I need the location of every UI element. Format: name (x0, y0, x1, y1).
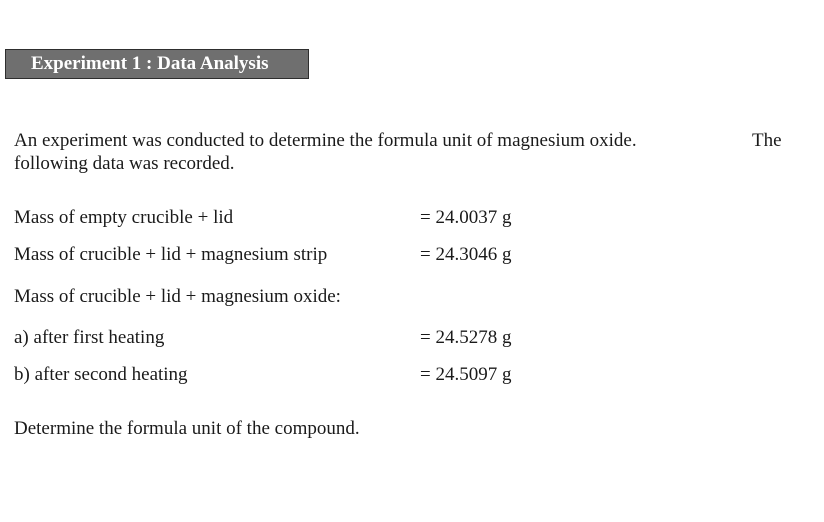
data-row-label: Mass of crucible + lid + magnesium oxide: (14, 286, 341, 307)
data-row-label: a) after first heating (14, 327, 165, 348)
intro-line-1: An experiment was conducted to determine the formula unit of magnesium oxide. (14, 130, 637, 151)
data-row-value: = 24.5097 g (420, 364, 512, 385)
data-row-label: Mass of crucible + lid + magnesium strip (14, 244, 328, 265)
data-row-label: Mass of empty crucible + lid (14, 207, 234, 228)
intro-line-1-trailing: The (752, 130, 782, 151)
section-title-box (5, 49, 309, 79)
question-text: Determine the formula unit of the compound. (14, 418, 360, 439)
data-row-value: = 24.3046 g (420, 244, 512, 265)
section-title: Experiment 1 : Data Analysis (31, 53, 269, 74)
data-row-value: = 24.5278 g (420, 327, 512, 348)
intro-line-2: following data was recorded. (14, 153, 235, 174)
data-row-value: = 24.0037 g (420, 207, 512, 228)
data-row-label: b) after second heating (14, 364, 188, 385)
